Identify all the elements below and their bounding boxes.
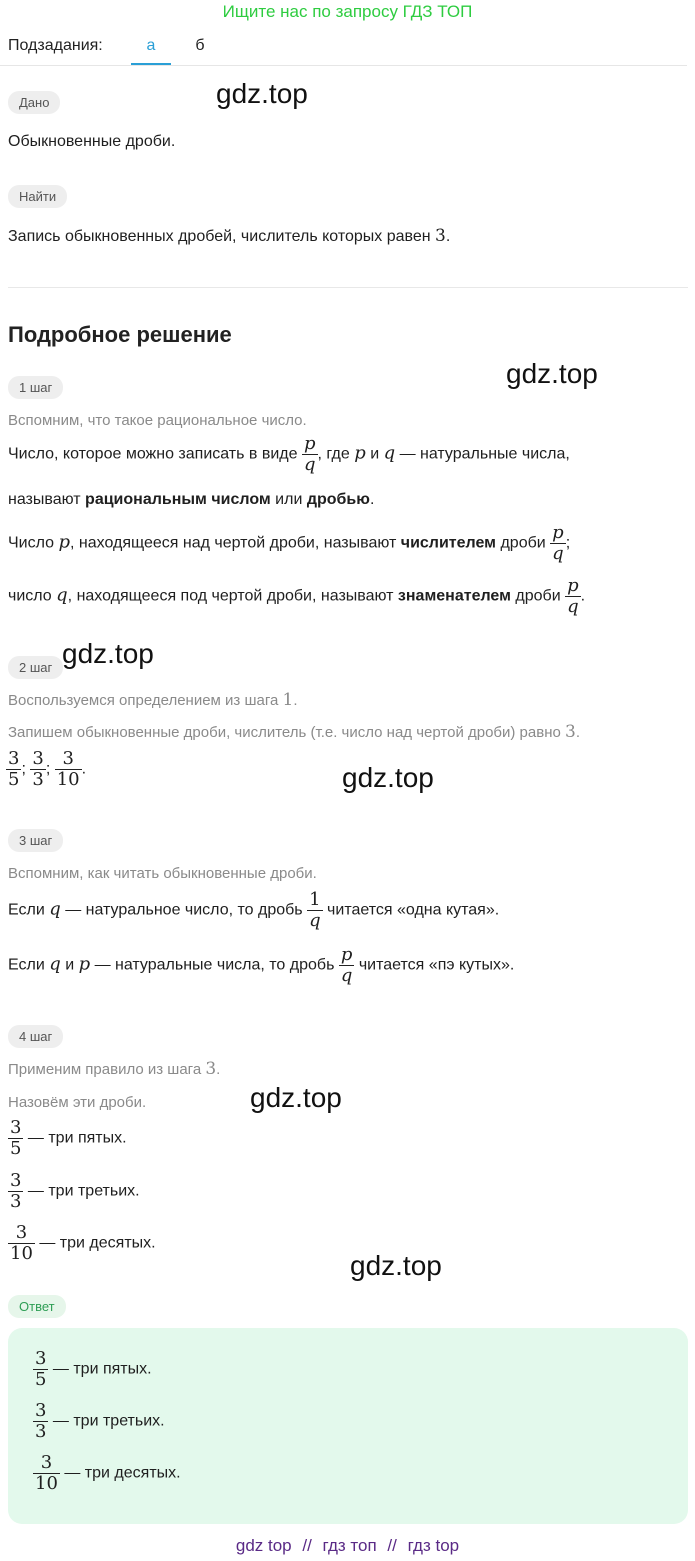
watermark: gdz.top <box>350 1250 442 1281</box>
step2-fractions: $\frac{3}{5}$ ; $\frac{3}{3}$ ; $\frac{3}{10}$ . <box>8 748 87 790</box>
fraction-1-q: $\frac{1}{q}$ <box>309 889 321 931</box>
answer-pill: Ответ <box>8 1295 66 1318</box>
fraction-p-q: $\frac{p}{q}$ <box>303 433 316 475</box>
footer-link[interactable]: gdz top <box>235 1536 292 1555</box>
step2-pill: 2 шаг <box>8 656 63 679</box>
footer-link[interactable]: гдз топ <box>322 1536 377 1555</box>
step1-line4: число q, находящееся под чертой дроби, называют знаменателем дроби $\frac{p}{q}$ . <box>8 575 586 617</box>
watermark: gdz.top <box>216 78 308 109</box>
step4-note2: Назовём эти дроби. <box>8 1094 147 1111</box>
step3-pill: 3 шаг <box>8 829 63 852</box>
step3-line1: Если q — натуральное число, то дробь $\frac{1}{q}$ читается «одна кутая». <box>8 889 500 931</box>
fraction: $\frac{3}{3}$ <box>35 1400 47 1442</box>
fraction: $\frac{3}{10}$ <box>10 1222 33 1264</box>
fraction-p-q: $\frac{p}{q}$ <box>567 575 579 617</box>
watermark: gdz.top <box>506 358 598 389</box>
find-text: Запись обыкновенных дробей, числитель которых равен 3. <box>8 226 451 246</box>
footer-separator: // <box>387 1536 397 1555</box>
watermark: gdz.top <box>342 762 434 793</box>
fraction: $\frac{3}{5}$ <box>10 1117 22 1159</box>
step1-note: Вспомним, что такое рациональное число. <box>8 412 307 429</box>
tab-a[interactable]: а <box>146 37 156 54</box>
step1-line3: Число p, находящееся над чертой дроби, называют числителем дроби $\frac{p}{q}$ ; <box>8 522 571 564</box>
step3-note: Вспомним, как читать обыкновенные дроби. <box>8 865 317 882</box>
fraction-p-q: $\frac{p}{q}$ <box>340 944 353 986</box>
step4-item: $\frac{3}{10}$ — три десятых. <box>10 1222 156 1264</box>
tab-b[interactable]: б <box>195 37 205 54</box>
find-pill: Найти <box>8 185 67 208</box>
footer-links <box>0 1536 695 1556</box>
step3-line2: Если q и p — натуральные числа, то дробь $\frac{p}{q}$ читается «пэ кутых». <box>8 944 515 986</box>
watermark: gdz.top <box>62 638 154 669</box>
step4-note: Применим правило из шага 3. <box>8 1059 221 1079</box>
step1-line2: называют рациональным числом или дробью. <box>8 491 375 508</box>
answer-item: $\frac{3}{3}$ — три третьих. <box>35 1400 165 1442</box>
fraction: $\frac{3}{5}$ <box>8 748 20 790</box>
step1-line1: Число, которое можно записать в виде $\frac{p}{q}$ , где p и q — натуральные числа, <box>8 433 570 475</box>
fraction-p-q: $\frac{p}{q}$ <box>552 522 564 564</box>
answer-item: $\frac{3}{5}$ — три пятых. <box>35 1348 152 1390</box>
watermark: gdz.top <box>250 1082 342 1113</box>
footer-link[interactable]: гдз top <box>407 1536 460 1555</box>
step4-item: $\frac{3}{5}$ — три пятых. <box>10 1117 127 1159</box>
footer-separator: // <box>302 1536 312 1555</box>
fraction: $\frac{3}{10}$ <box>56 748 80 790</box>
given-text: Обыкновенные дроби. <box>8 133 176 150</box>
step4-pill: 4 шаг <box>8 1025 63 1048</box>
step2-note: Воспользуемся определением из шага 1. <box>8 690 298 710</box>
fraction: $\frac{3}{3}$ <box>10 1170 22 1212</box>
section-divider <box>8 287 688 288</box>
given-pill: Дано <box>8 91 60 114</box>
tabs-divider <box>0 65 687 66</box>
solution-title: Подробное решение <box>8 322 232 347</box>
step4-item: $\frac{3}{3}$ — три третьих. <box>10 1170 140 1212</box>
fraction: $\frac{3}{3}$ <box>32 748 44 790</box>
fraction: $\frac{3}{5}$ <box>35 1348 47 1390</box>
step1-pill: 1 шаг <box>8 376 63 399</box>
search-banner: Ищите нас по запросу ГДЗ ТОП <box>222 2 473 21</box>
subtasks-label: Подзадания: <box>8 37 103 54</box>
answer-item: $\frac{3}{10}$ — три десятых. <box>35 1452 181 1494</box>
step2-line: Запишем обыкновенные дроби, числитель (т.е. число над чертой дроби) равно 3. <box>8 722 581 742</box>
fraction: $\frac{3}{10}$ <box>35 1452 58 1494</box>
